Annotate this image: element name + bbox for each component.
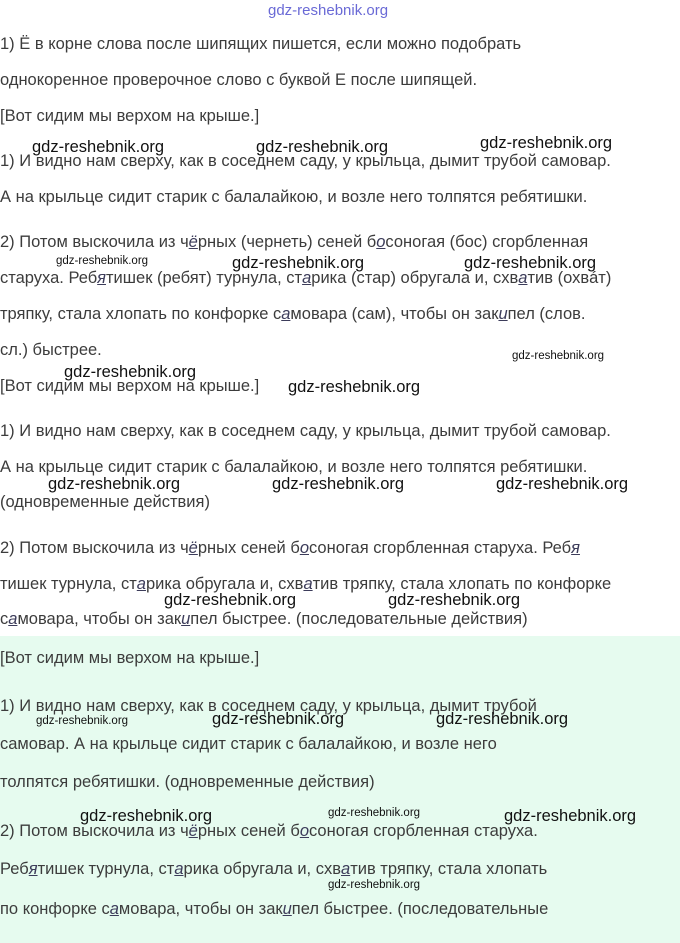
text-part: рных сеней б (197, 822, 300, 840)
highlighted-letter: ё (188, 233, 198, 251)
text-part: тив тряпку, стала хлопать по конфорке (312, 575, 612, 593)
highlighted-letter: а (341, 860, 351, 878)
highlighted-letter: я (28, 860, 38, 878)
watermark: gdz-reshebnik.org (328, 879, 421, 891)
highlighted-letter: ё (188, 539, 198, 557)
text-part: пел быстрее. (последовательные (291, 900, 549, 918)
highlighted-letter: я (571, 539, 580, 557)
watermark: gdz-reshebnik.org (328, 807, 421, 819)
watermark: gdz-reshebnik.org (212, 710, 345, 728)
text-part: с (0, 610, 9, 628)
text-part: пел (слов. (507, 305, 586, 323)
watermark: gdz-reshebnik.org (436, 710, 569, 728)
highlighted-letter: и (282, 900, 292, 918)
text-part: старуха. Реб (0, 269, 98, 287)
text-part: рных (чернеть) сеней б (197, 233, 377, 251)
text-part: тив (охвáт) (527, 269, 612, 287)
watermark: gdz-reshebnik.org (164, 591, 297, 609)
watermark: gdz-reshebnik.org (80, 807, 213, 825)
watermark: gdz-reshebnik.org (512, 350, 605, 362)
highlighted-letter: о (376, 233, 386, 251)
watermark: gdz-reshebnik.org (32, 138, 165, 156)
highlighted-letter: а (281, 305, 291, 323)
highlighted-letter: а (174, 860, 184, 878)
text-part: пел быстрее. (последовательные действия) (190, 610, 528, 628)
watermark: gdz-reshebnik.org (288, 378, 421, 396)
watermark: gdz-reshebnik.org (64, 363, 197, 381)
watermark: gdz-reshebnik.org (56, 255, 149, 267)
watermark: gdz-reshebnik.org (496, 475, 629, 493)
action-note: (одновременные действия) (0, 493, 210, 511)
rule-text: однокоренное проверочное слово с буквой Е после шипящей. (0, 71, 478, 89)
text-part: по конфорке с (0, 900, 110, 918)
sentence-2-line (0, 303, 585, 325)
sentence-2-line (0, 231, 588, 253)
text-part: 2) Потом выскочила из ч (0, 822, 189, 840)
highlighted-letter: а (303, 575, 313, 593)
text-part: соногая сгорбленная старуха. (309, 822, 538, 840)
highlighted-letter: о (299, 539, 309, 557)
text-part: 2) Потом выскочила из ч (0, 539, 189, 557)
text-part: тив тряпку, стала хлопать (350, 860, 548, 878)
highlighted-letter: а (136, 575, 146, 593)
text-part: тишек турнула, ст (37, 860, 175, 878)
highlighted-letter: и (498, 305, 508, 323)
highlighted-letter: а (8, 610, 18, 628)
sentence-1-line: 1) И видно нам сверху, как в соседнем саду, у крыльца, дымит трубой (0, 697, 537, 715)
watermark: gdz-reshebnik.org (48, 475, 181, 493)
text-part: мовара (сам), чтобы он зак (290, 305, 499, 323)
watermark: gdz-reshebnik.org (464, 254, 597, 272)
sentence-2-line (0, 858, 547, 880)
text-part: рика (стар) обругала и, схв (311, 269, 519, 287)
sentence-1-line: самовар. А на крыльце сидит старик с балалайкою, и возле него (0, 735, 497, 753)
highlighted-letter: а (109, 900, 119, 918)
watermark: gdz-reshebnik.org (232, 254, 365, 272)
watermark: gdz-reshebnik.org (256, 138, 389, 156)
sentence-2-line (0, 608, 528, 630)
section-title: [Вот сидим мы верхом на крыше.] (0, 377, 260, 395)
text-part: 2) Потом выскочила из ч (0, 233, 189, 251)
watermark: gdz-reshebnik.org (272, 475, 405, 493)
watermark: gdz-reshebnik.org (504, 807, 637, 825)
text-part: рных сеней б (197, 539, 300, 557)
rule-text: 1) Ё в корне слова после шипящих пишется, если можно подобрать (0, 35, 522, 53)
sentence-1-line: 1) И видно нам сверху, как в соседнем саду, у крыльца, дымит трубой самовар. (0, 422, 611, 440)
watermark: gdz-reshebnik.org (388, 591, 521, 609)
highlighted-letter: и (181, 610, 191, 628)
sentence-1-line: А на крыльце сидит старик с балалайкою, и возле него толпятся ребятишки. (0, 188, 588, 206)
text-part: тряпку, стала хлопать по конфорке с (0, 305, 282, 323)
watermark: gdz-reshebnik.org (268, 2, 389, 19)
text-part: тишек (ребят) турнула, ст (106, 269, 303, 287)
watermark: gdz-reshebnik.org (36, 715, 129, 727)
section-title: [Вот сидим мы верхом на крыше.] (0, 107, 260, 125)
highlighted-letter: о (299, 822, 309, 840)
sentence-1-line: толпятся ребятишки. (одновременные действия) (0, 773, 375, 791)
text-part: мовара, чтобы он зак (17, 610, 182, 628)
text-part: соногая сгорбленная старуха. Реб (309, 539, 572, 557)
section-title: [Вот сидим мы верхом на крыше.] (0, 649, 260, 667)
sentence-2-line: сл.) быстрее. (0, 341, 102, 359)
highlighted-letter: ё (188, 822, 198, 840)
text-part: рика обругала и, схв (183, 860, 341, 878)
sentence-2-line (0, 898, 548, 920)
text-part: тишек турнула, ст (0, 575, 137, 593)
text-part: мовара, чтобы он зак (118, 900, 283, 918)
sentence-1-line: А на крыльце сидит старик с балалайкою, и возле него толпятся ребятишки. (0, 458, 588, 476)
watermark: gdz-reshebnik.org (480, 134, 613, 152)
highlighted-letter: а (518, 269, 528, 287)
sentence-1-line: 1) И видно нам сверху, как в соседнем саду, у крыльца, дымит трубой самовар. (0, 152, 611, 170)
highlighted-letter: а (302, 269, 312, 287)
text-part: рика обругала и, схв (145, 575, 304, 593)
sentence-2-line (0, 537, 580, 559)
text-part: соногая (бос) сгорбленная (385, 233, 589, 251)
text-part: Реб (0, 860, 29, 878)
highlighted-letter: я (97, 269, 106, 287)
